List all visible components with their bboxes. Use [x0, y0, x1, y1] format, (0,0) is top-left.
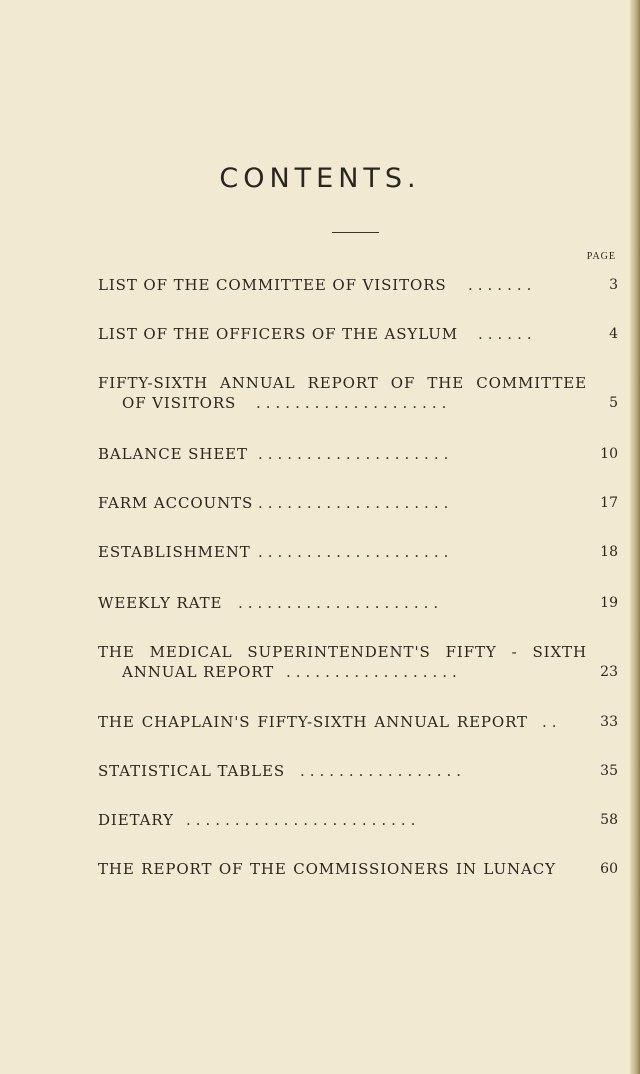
toc-entry[interactable]: BALANCE SHEET .................... 10: [98, 445, 618, 463]
toc-entry[interactable]: DIETARY ........................ 58: [98, 811, 618, 829]
toc-entry-label: DIETARY: [98, 811, 174, 829]
page-column-heading: PAGE: [586, 251, 616, 262]
title-rule: [332, 232, 379, 233]
toc-entry-label: THE MEDICAL SUPERINTENDENT'S FIFTY - SIXTH: [98, 643, 587, 661]
toc-entry[interactable]: [98, 859, 618, 879]
toc-entry-page: 60: [600, 861, 618, 877]
toc-entry-page: 23: [600, 664, 618, 680]
toc-entry[interactable]: LIST OF THE OFFICERS OF THE ASYLUM ...... 4: [98, 325, 618, 343]
toc-entry-page: 18: [600, 544, 618, 560]
toc-entry-label: FIFTY-SIXTH ANNUAL REPORT OF THE COMMITTEE: [98, 374, 587, 392]
page-title: CONTENTS.: [219, 163, 421, 194]
toc-entry-page: 17: [600, 495, 618, 511]
toc-entry[interactable]: THE MEDICAL SUPERINTENDENT'S FIFTY - SIXTH ANNUAL REPORT .................. 23: [98, 643, 618, 681]
toc-entry-page: 33: [600, 714, 618, 730]
toc-entry-label: LIST OF THE OFFICERS OF THE ASYLUM: [98, 325, 459, 343]
toc-entry-label: FARM ACCOUNTS: [98, 494, 254, 512]
toc-entry-page: 10: [600, 446, 618, 462]
toc-entry[interactable]: THE CHAPLAIN'S FIFTY-SIXTH ANNUAL REPORT .. 33: [98, 713, 618, 731]
page-edge: [630, 0, 640, 1074]
toc-entry-page: 5: [609, 395, 618, 411]
toc-entry-label-continued: ANNUAL REPORT: [122, 663, 275, 681]
toc-entry-page: 35: [600, 763, 618, 779]
toc-entry[interactable]: STATISTICAL TABLES ................. 35: [98, 762, 618, 780]
toc-entry-label: ESTABLISHMENT: [98, 543, 251, 561]
toc-entry[interactable]: LIST OF THE COMMITTEE OF VISITORS ....... 3: [98, 276, 618, 294]
toc-entry-page: 4: [609, 326, 618, 342]
toc-entry-label: LIST OF THE COMMITTEE OF VISITORS: [98, 276, 447, 294]
toc-entry[interactable]: WEEKLY RATE ..................... 19: [98, 594, 618, 612]
toc-entry-label: THE REPORT OF THE COMMISSIONERS IN LUNACY: [98, 860, 556, 878]
toc-entry-page: 58: [600, 812, 618, 828]
toc-entry[interactable]: ESTABLISHMENT .................... 18: [98, 543, 618, 561]
toc-entry-label: STATISTICAL TABLES: [98, 762, 286, 780]
toc-entry-page: 3: [609, 277, 618, 293]
toc-entry-label: WEEKLY RATE: [98, 594, 223, 612]
toc-entry[interactable]: FARM ACCOUNTS .................... 17: [98, 494, 618, 512]
toc-entry[interactable]: FIFTY-SIXTH ANNUAL REPORT OF THE COMMITTEE OF VISITORS .................... 5: [98, 374, 618, 412]
toc-entry-label: THE CHAPLAIN'S FIFTY-SIXTH ANNUAL REPORT: [98, 713, 528, 731]
toc-entry-page: 19: [600, 595, 618, 611]
toc-entry-label-continued: OF VISITORS: [122, 394, 237, 412]
toc-entry-label: BALANCE SHEET: [98, 445, 248, 463]
